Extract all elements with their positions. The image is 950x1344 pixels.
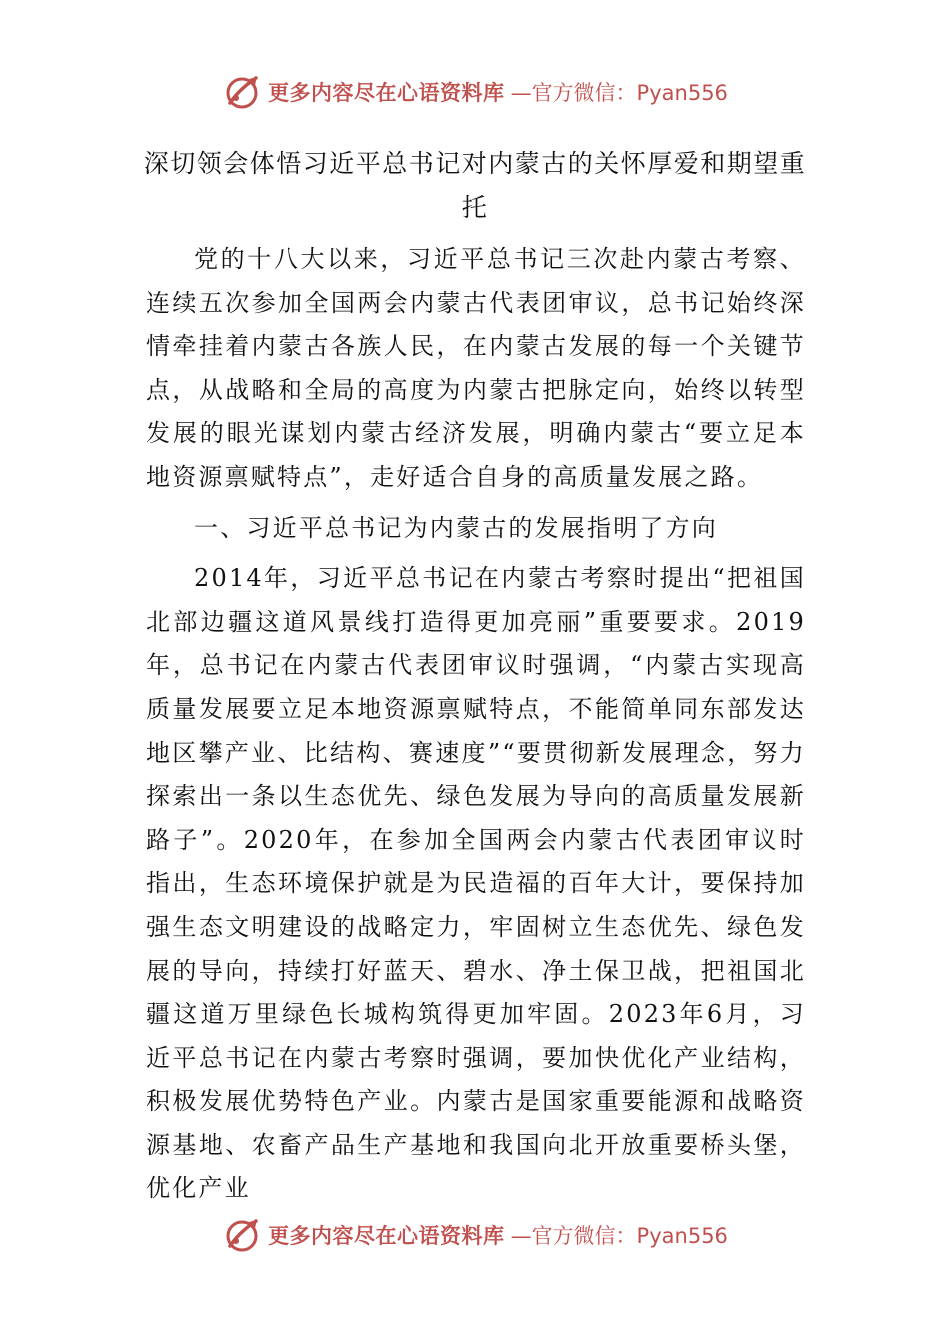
watermark-brand-text: 更多内容尽在心语资料库 <box>268 1223 505 1248</box>
brush-logo-icon <box>222 72 262 112</box>
document-title: 深切领会体悟习近平总书记对内蒙古的关怀厚爱和期望重托 <box>143 149 807 222</box>
body-paragraph: 2014年，习近平总书记在内蒙古考察时提出“把祖国北部边疆这道风景线打造得更加亮丽”重要要求。2019年，总书记在内蒙古代表团审议时强调，“内蒙古实现高质量发展要立足本地资源禀赋特点，不能简单同东部发达地区攀产业、比结构、赛速度”“要贯彻新发展理念，努力探索出一条以生态优先、绿色发展为导向的高质量发展新路子”。2020年，在参加全国两会内蒙古代表团审议时指出，生态环境保护就是为民造福的百年大计，要保持加强生态文明建设的战略定力，牢固树立生态优先、绿色发展的导向，持续打好蓝天、碧水、净土保卫战，把祖国北疆这道万里绿色长城构筑得更加牢固。2023年6月，习近平总书记在内蒙古考察时强调，要加快优化产业结构，积极发展优势特色产业。内蒙古是国家重要能源和战略资源基地、农畜产品生产基地和我国向北开放重要桥头堡，优化产业 <box>146 564 806 1203</box>
section-heading-1: 一、习近平总书记为内蒙古的发展指明了方向 <box>194 513 718 542</box>
watermark-footer <box>0 1213 950 1257</box>
intro-paragraph: 党的十八大以来，习近平总书记三次赴内蒙古考察、连续五次参加全国两会内蒙古代表团审议，总书记始终深情牵挂着内蒙古各族人民，在内蒙古发展的每一个关键节点，从战略和全局的高度为内蒙古把脉定向，始终以转型发展的眼光谋划内蒙古经济发展，明确内蒙古“要立足本地资源禀赋特点”，走好适合自身的高质量发展之路。 <box>146 245 806 491</box>
watermark-contact-text: —官方微信：Pyan556 <box>510 1224 728 1248</box>
watermark-contact-text: —官方微信：Pyan556 <box>510 81 728 105</box>
brush-logo-icon <box>222 1215 262 1255</box>
watermark-brand-text: 更多内容尽在心语资料库 <box>268 80 505 105</box>
document-body <box>146 238 806 1218</box>
watermark-header <box>0 70 950 114</box>
